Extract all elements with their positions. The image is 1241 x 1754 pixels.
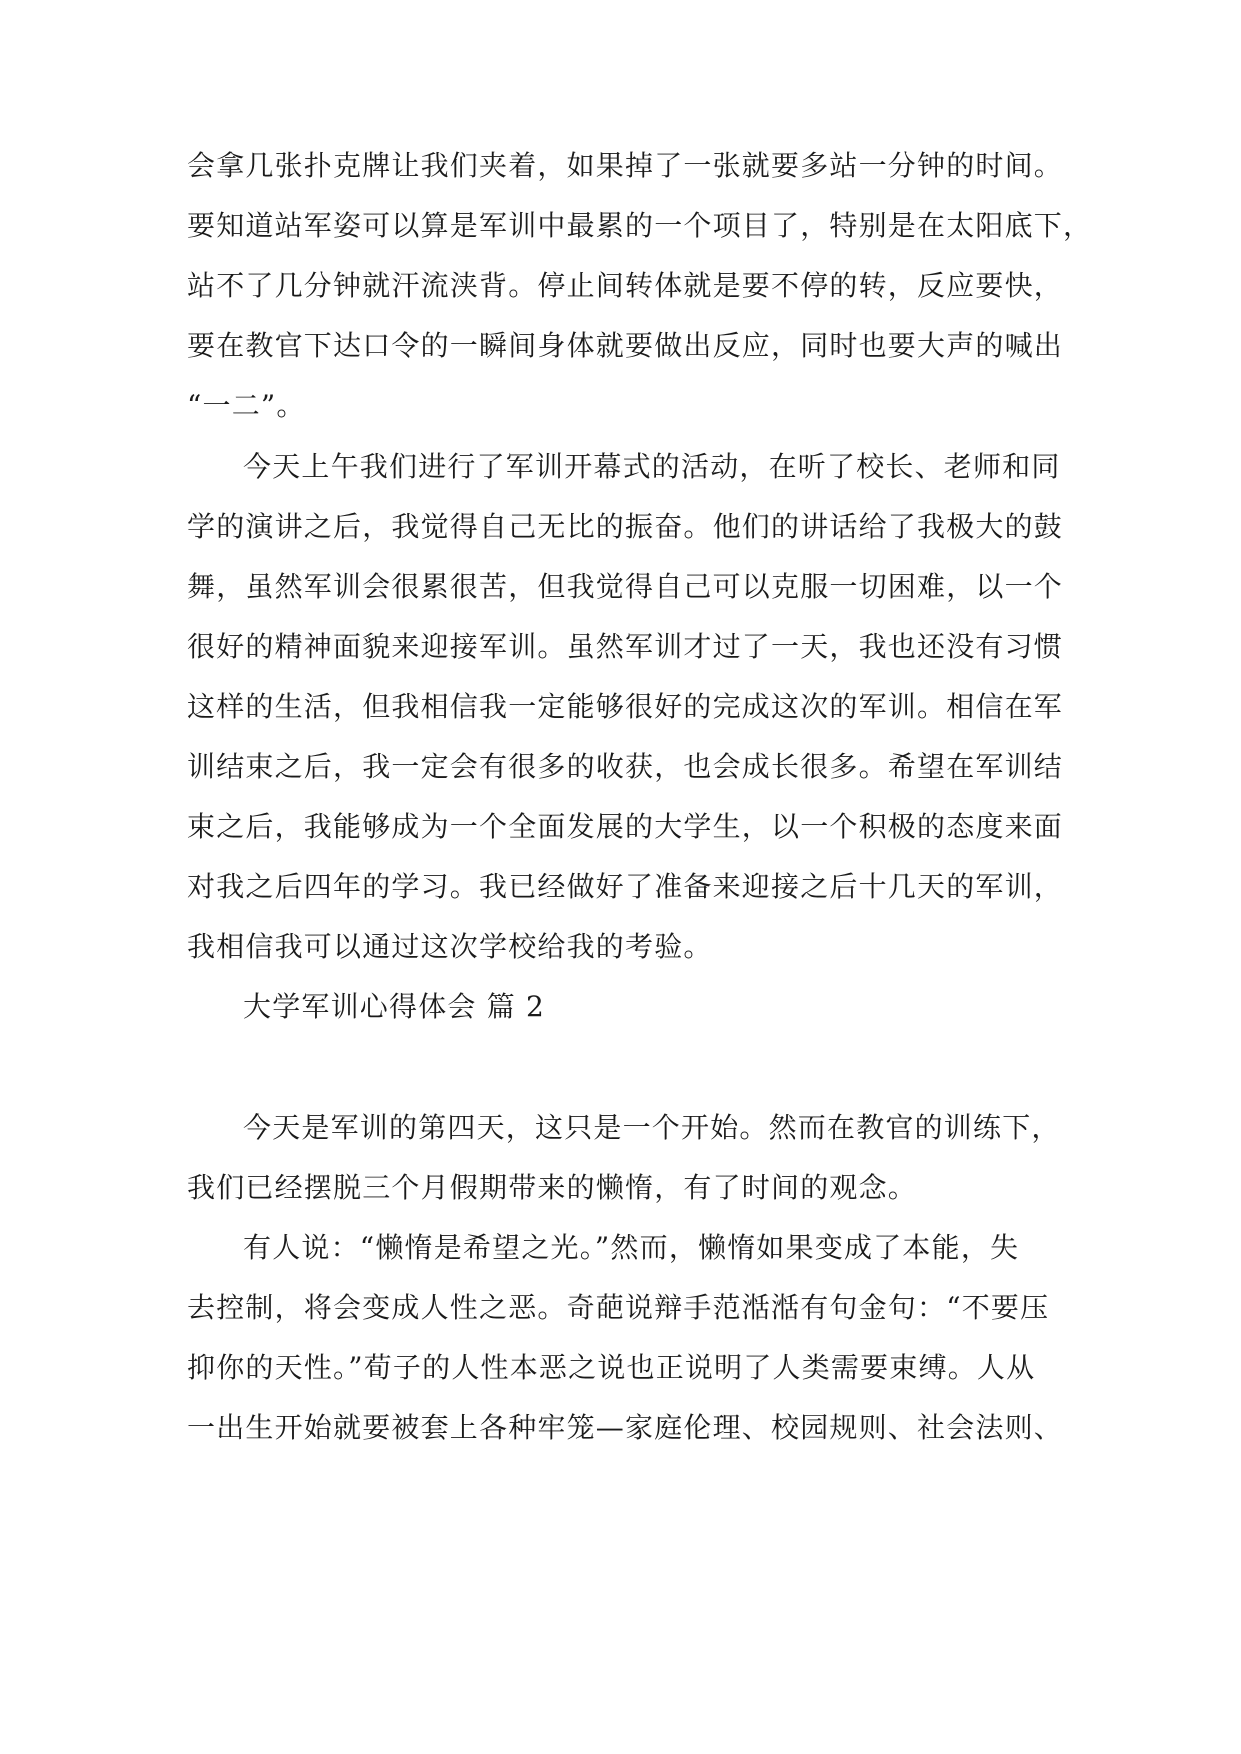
text-line: 我相信我可以通过这次学校给我的考验。 [187,930,713,963]
text-line: 很好的精神面貌来迎接军训。虽然军训才过了一天，我也还没有习惯 [187,630,1064,663]
text-line: 学的演讲之后，我觉得自己无比的振奋。他们的讲话给了我极大的鼓 [187,510,1064,543]
text-line: 会拿几张扑克牌让我们夹着，如果掉了一张就要多站一分钟的时间。 [187,149,1064,182]
text-line: 去控制，将会变成人性之恶。奇葩说辩手范湉湉有句金句：“不要压 [187,1291,1050,1324]
text-line: 要知道站军姿可以算是军训中最累的一个项目了，特别是在太阳底下， [187,209,1093,242]
text-line: 站不了几分钟就汗流浃背。停止间转体就是要不停的转，反应要快， [187,269,1064,302]
text-line: 舞，虽然军训会很累很苦，但我觉得自己可以克服一切困难，以一个 [187,570,1064,603]
text-line: “一二”。 [187,389,306,422]
section-heading: 大学军训心得体会 篇 2 [243,990,546,1023]
text-line: 抑你的天性。”荀子的人性本恶之说也正说明了人类需要束缚。人从 [187,1351,1036,1384]
text-line: 一出生开始就要被套上各种牢笼—家庭伦理、校园规则、社会法则、 [187,1411,1064,1444]
text-line: 要在教官下达口令的一瞬间身体就要做出反应，同时也要大声的喊出 [187,329,1064,362]
text-line: 对我之后四年的学习。我已经做好了准备来迎接之后十几天的军训， [187,870,1064,903]
text-line: 今天是军训的第四天，这只是一个开始。然而在教官的训练下， [243,1111,1061,1144]
text-line: 束之后，我能够成为一个全面发展的大学生，以一个积极的态度来面 [187,810,1064,843]
text-line: 训结束之后，我一定会有很多的收获，也会成长很多。希望在军训结 [187,750,1064,783]
text-line: 今天上午我们进行了军训开幕式的活动，在听了校长、老师和同 [243,450,1061,483]
text-line: 这样的生活，但我相信我一定能够很好的完成这次的军训。相信在军 [187,690,1064,723]
text-line: 我们已经摆脱三个月假期带来的懒惰，有了时间的观念。 [187,1171,918,1204]
text-line: 有人说：“懒惰是希望之光。”然而，懒惰如果变成了本能，失 [243,1231,1020,1264]
